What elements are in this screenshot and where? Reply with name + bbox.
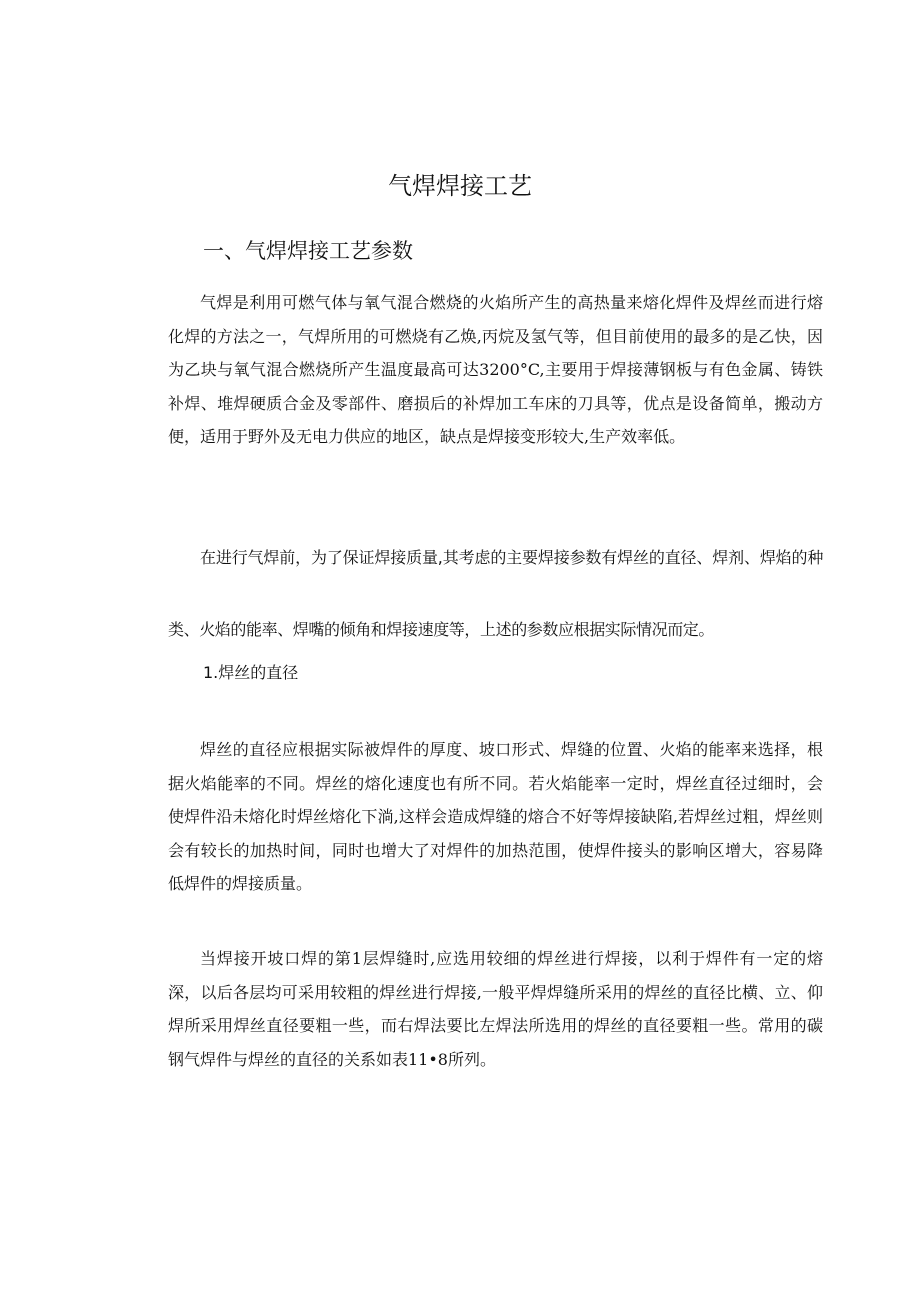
paragraph-intro: 气焊是利用可燃气体与氧气混合燃烧的火焰所产生的高热量来熔化焊件及焊丝而进行熔化焊的方法之一，气焊所用的可燃烧有乙焕,丙烷及氢气等，但目前使用的最多的是乙快，因为乙块与氧气混合燃烧所产生温度最高可达3200°C,主要用于焊接薄钢板与有色金属、铸铁补焊、堆焊硬质合金及零部件、磨损后的补焊加工车床的刀具等，优点是设备简单，搬动方便，适用于野外及无电力供应的地区，缺点是焊接变形较大,生产效率低。 [168,293,823,447]
subsection-heading-wire-diameter: 1.焊丝的直径 [203,663,299,682]
document-title: 气焊焊接工艺 [388,172,532,200]
section-heading: 一、气焊焊接工艺参数 [203,239,413,263]
paragraph-welding-parameters: 在进行气焊前，为了保证焊接质量,其考虑的主要焊接参数有焊丝的直径、焊剂、焊焰的种类、火焰的能率、焊嘴的倾角和焊接速度等，上述的参数应根据实际情况而定。 [168,548,823,639]
paragraph-wire-diameter: 焊丝的直径应根据实际被焊件的厚度、坡口形式、焊缝的位置、火焰的能率来选择，根据火焰能率的不同。焊丝的熔化速度也有所不同。若火焰能率一定时，焊丝直径过细时，会使焊件沿未熔化时焊丝熔化下淌,这样会造成焊缝的熔合不好等焊接缺陷,若焊丝过粗，焊丝则会有较长的加热时间，同时也增大了对焊件的加热范围，使焊件接头的影响区增大，容易降低焊件的焊接质量。 [168,740,823,894]
paragraph-layer-welding: 当焊接开坡口焊的第1层焊缝时,应选用较细的焊丝进行焊接，以利于焊件有一定的熔深，以后各层均可采用较粗的焊丝进行焊接,一般平焊焊缝所采用的焊丝的直径比横、立、仰焊所采用焊丝直径要粗一些，而右焊法要比左焊法所选用的焊丝的直径要粗一些。常用的碳钢气焊件与焊丝的直径的关系如表11•8所列。 [168,949,823,1069]
